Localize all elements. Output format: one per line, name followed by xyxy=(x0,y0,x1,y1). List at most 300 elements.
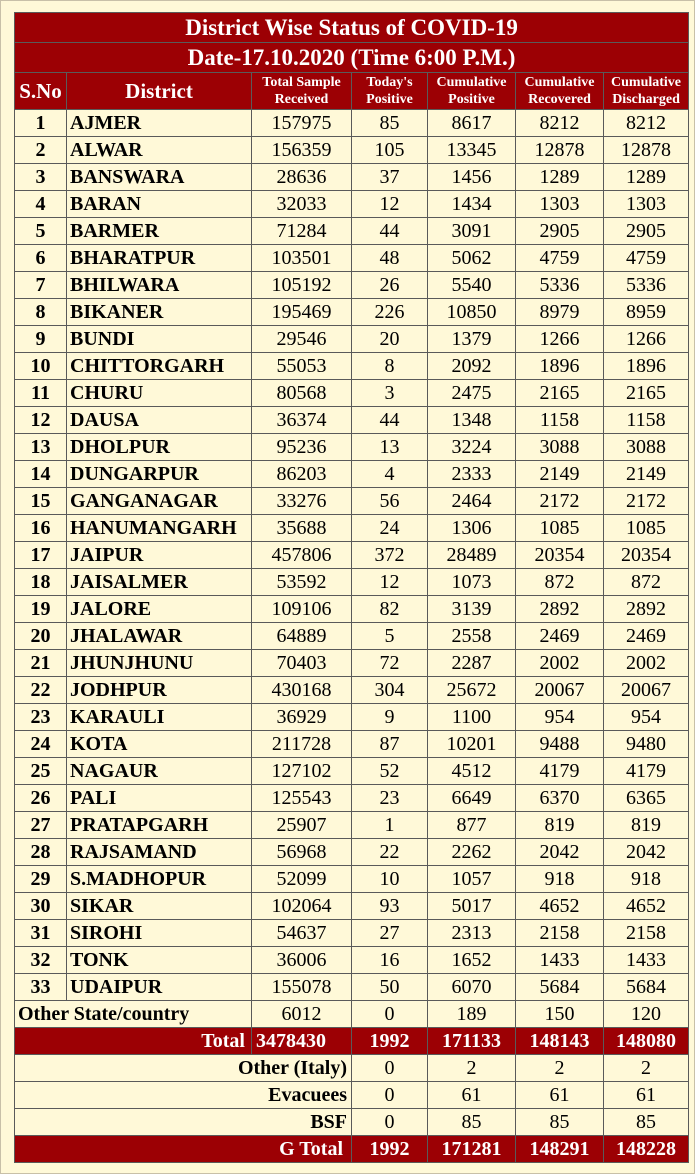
cell-cumulative-discharged: 5684 xyxy=(604,974,689,1001)
other-state-recovered: 150 xyxy=(516,1001,604,1028)
cell-district: BIKANER xyxy=(67,299,252,326)
cell-total-sample: 33276 xyxy=(252,488,352,515)
cell-district: JHALAWAR xyxy=(67,623,252,650)
header-sno: S.No xyxy=(15,73,67,110)
cell-cumulative-recovered: 6370 xyxy=(516,785,604,812)
table-row xyxy=(15,137,689,164)
cell-today-positive: 226 xyxy=(352,299,428,326)
table-row xyxy=(15,893,689,920)
cell-today-positive: 1 xyxy=(352,812,428,839)
cell-today-positive: 48 xyxy=(352,245,428,272)
cell-sno: 19 xyxy=(15,596,67,623)
cell-cumulative-discharged: 4759 xyxy=(604,245,689,272)
extra-recovered: 61 xyxy=(516,1082,604,1109)
cell-today-positive: 93 xyxy=(352,893,428,920)
cell-cumulative-discharged: 2892 xyxy=(604,596,689,623)
cell-today-positive: 85 xyxy=(352,110,428,137)
cell-today-positive: 304 xyxy=(352,677,428,704)
total-positive: 171133 xyxy=(428,1028,516,1055)
cell-total-sample: 28636 xyxy=(252,164,352,191)
cell-cumulative-recovered: 2002 xyxy=(516,650,604,677)
cell-today-positive: 16 xyxy=(352,947,428,974)
cell-sno: 3 xyxy=(15,164,67,191)
cell-district: CHITTORGARH xyxy=(67,353,252,380)
cell-total-sample: 36929 xyxy=(252,704,352,731)
cell-district: SIKAR xyxy=(67,893,252,920)
grand-total-today: 1992 xyxy=(352,1136,428,1163)
cell-cumulative-discharged: 1158 xyxy=(604,407,689,434)
cell-cumulative-discharged: 2042 xyxy=(604,839,689,866)
cell-cumulative-discharged: 1433 xyxy=(604,947,689,974)
header-cum-pos-line2: Positive xyxy=(448,92,495,107)
cell-sno: 22 xyxy=(15,677,67,704)
header-cumulative-positive xyxy=(428,73,516,110)
cell-sno: 32 xyxy=(15,947,67,974)
cell-sno: 16 xyxy=(15,515,67,542)
cell-district: PRATAPGARH xyxy=(67,812,252,839)
cell-today-positive: 9 xyxy=(352,704,428,731)
table-row xyxy=(15,353,689,380)
cell-total-sample: 53592 xyxy=(252,569,352,596)
cell-district: S.MADHOPUR xyxy=(67,866,252,893)
cell-cumulative-discharged: 918 xyxy=(604,866,689,893)
cell-district: HANUMANGARH xyxy=(67,515,252,542)
other-state-today: 0 xyxy=(352,1001,428,1028)
other-state-positive: 189 xyxy=(428,1001,516,1028)
extra-label: Evacuees xyxy=(15,1082,352,1109)
cell-cumulative-recovered: 2042 xyxy=(516,839,604,866)
cell-cumulative-discharged: 20354 xyxy=(604,542,689,569)
table-row xyxy=(15,110,689,137)
cell-sno: 31 xyxy=(15,920,67,947)
cell-cumulative-recovered: 1303 xyxy=(516,191,604,218)
cell-today-positive: 27 xyxy=(352,920,428,947)
cell-cumulative-positive: 1434 xyxy=(428,191,516,218)
header-today-line1: Today's xyxy=(366,75,413,90)
cell-cumulative-positive: 1348 xyxy=(428,407,516,434)
cell-cumulative-recovered: 1289 xyxy=(516,164,604,191)
cell-cumulative-discharged: 9480 xyxy=(604,731,689,758)
total-row xyxy=(15,1028,689,1055)
cell-total-sample: 36374 xyxy=(252,407,352,434)
cell-today-positive: 105 xyxy=(352,137,428,164)
cell-cumulative-recovered: 1158 xyxy=(516,407,604,434)
header-cum-rec-line1: Cumulative xyxy=(524,75,595,90)
cell-cumulative-discharged: 12878 xyxy=(604,137,689,164)
cell-sno: 25 xyxy=(15,758,67,785)
cell-today-positive: 50 xyxy=(352,974,428,1001)
table-row xyxy=(15,164,689,191)
cell-today-positive: 13 xyxy=(352,434,428,461)
table-row xyxy=(15,947,689,974)
table-row xyxy=(15,542,689,569)
cell-total-sample: 86203 xyxy=(252,461,352,488)
cell-today-positive: 22 xyxy=(352,839,428,866)
header-cum-dis-line1: Cumulative xyxy=(611,75,682,90)
total-discharged: 148080 xyxy=(604,1028,689,1055)
cell-cumulative-recovered: 2149 xyxy=(516,461,604,488)
table-row xyxy=(15,596,689,623)
cell-total-sample: 155078 xyxy=(252,974,352,1001)
cell-district: BANSWARA xyxy=(67,164,252,191)
cell-today-positive: 82 xyxy=(352,596,428,623)
table-row xyxy=(15,704,689,731)
cell-cumulative-positive: 8617 xyxy=(428,110,516,137)
cell-cumulative-positive: 10850 xyxy=(428,299,516,326)
cell-district: TONK xyxy=(67,947,252,974)
cell-cumulative-recovered: 2165 xyxy=(516,380,604,407)
cell-total-sample: 32033 xyxy=(252,191,352,218)
cell-today-positive: 23 xyxy=(352,785,428,812)
cell-district: KARAULI xyxy=(67,704,252,731)
cell-cumulative-discharged: 2149 xyxy=(604,461,689,488)
table-row xyxy=(15,731,689,758)
cell-today-positive: 372 xyxy=(352,542,428,569)
cell-total-sample: 156359 xyxy=(252,137,352,164)
cell-cumulative-recovered: 4652 xyxy=(516,893,604,920)
cell-cumulative-recovered: 5336 xyxy=(516,272,604,299)
cell-cumulative-discharged: 6365 xyxy=(604,785,689,812)
cell-cumulative-positive: 1100 xyxy=(428,704,516,731)
total-recovered: 148143 xyxy=(516,1028,604,1055)
table-row xyxy=(15,299,689,326)
table-row xyxy=(15,650,689,677)
cell-cumulative-discharged: 819 xyxy=(604,812,689,839)
extra-label: Other (Italy) xyxy=(15,1055,352,1082)
table-row xyxy=(15,785,689,812)
cell-sno: 11 xyxy=(15,380,67,407)
cell-cumulative-positive: 3091 xyxy=(428,218,516,245)
cell-total-sample: 25907 xyxy=(252,812,352,839)
cell-cumulative-positive: 877 xyxy=(428,812,516,839)
cell-cumulative-recovered: 954 xyxy=(516,704,604,731)
grand-total-positive: 171281 xyxy=(428,1136,516,1163)
cell-cumulative-positive: 28489 xyxy=(428,542,516,569)
header-total-sample-line1: Total Sample xyxy=(262,75,341,90)
cell-total-sample: 36006 xyxy=(252,947,352,974)
cell-cumulative-recovered: 1085 xyxy=(516,515,604,542)
cell-cumulative-positive: 25672 xyxy=(428,677,516,704)
cell-cumulative-positive: 1306 xyxy=(428,515,516,542)
header-total-sample xyxy=(252,73,352,110)
table-row xyxy=(15,218,689,245)
cell-cumulative-recovered: 3088 xyxy=(516,434,604,461)
cell-district: BARMER xyxy=(67,218,252,245)
cell-sno: 10 xyxy=(15,353,67,380)
cell-sno: 30 xyxy=(15,893,67,920)
cell-today-positive: 44 xyxy=(352,407,428,434)
cell-cumulative-discharged: 2158 xyxy=(604,920,689,947)
cell-sno: 21 xyxy=(15,650,67,677)
table-row xyxy=(15,839,689,866)
cell-today-positive: 24 xyxy=(352,515,428,542)
cell-cumulative-positive: 1456 xyxy=(428,164,516,191)
header-cum-rec-line2: Recovered xyxy=(528,92,591,107)
cell-sno: 33 xyxy=(15,974,67,1001)
cell-today-positive: 3 xyxy=(352,380,428,407)
header-cum-dis-line2: Discharged xyxy=(612,92,680,107)
cell-district: SIROHI xyxy=(67,920,252,947)
cell-cumulative-recovered: 4179 xyxy=(516,758,604,785)
cell-cumulative-positive: 3139 xyxy=(428,596,516,623)
cell-district: PALI xyxy=(67,785,252,812)
grand-total-recovered: 148291 xyxy=(516,1136,604,1163)
cell-district: DHOLPUR xyxy=(67,434,252,461)
extra-positive: 61 xyxy=(428,1082,516,1109)
cell-cumulative-positive: 4512 xyxy=(428,758,516,785)
cell-cumulative-positive: 5017 xyxy=(428,893,516,920)
other-state-label: Other State/country xyxy=(15,1001,252,1028)
cell-total-sample: 430168 xyxy=(252,677,352,704)
table-row xyxy=(15,488,689,515)
cell-total-sample: 35688 xyxy=(252,515,352,542)
cell-cumulative-discharged: 8212 xyxy=(604,110,689,137)
cell-total-sample: 211728 xyxy=(252,731,352,758)
cell-today-positive: 20 xyxy=(352,326,428,353)
cell-total-sample: 52099 xyxy=(252,866,352,893)
cell-cumulative-discharged: 20067 xyxy=(604,677,689,704)
cell-cumulative-recovered: 8212 xyxy=(516,110,604,137)
covid-status-table xyxy=(14,12,689,1163)
cell-cumulative-discharged: 872 xyxy=(604,569,689,596)
total-label: Total xyxy=(15,1028,252,1055)
cell-cumulative-recovered: 4759 xyxy=(516,245,604,272)
cell-sno: 5 xyxy=(15,218,67,245)
cell-cumulative-recovered: 918 xyxy=(516,866,604,893)
cell-total-sample: 457806 xyxy=(252,542,352,569)
extra-recovered: 2 xyxy=(516,1055,604,1082)
cell-cumulative-recovered: 872 xyxy=(516,569,604,596)
cell-total-sample: 157975 xyxy=(252,110,352,137)
cell-sno: 6 xyxy=(15,245,67,272)
cell-district: BUNDI xyxy=(67,326,252,353)
cell-district: BHILWARA xyxy=(67,272,252,299)
header-district: District xyxy=(67,73,252,110)
cell-cumulative-positive: 6649 xyxy=(428,785,516,812)
cell-total-sample: 195469 xyxy=(252,299,352,326)
cell-today-positive: 4 xyxy=(352,461,428,488)
cell-sno: 27 xyxy=(15,812,67,839)
cell-cumulative-positive: 3224 xyxy=(428,434,516,461)
cell-cumulative-discharged: 1085 xyxy=(604,515,689,542)
cell-total-sample: 127102 xyxy=(252,758,352,785)
cell-cumulative-positive: 13345 xyxy=(428,137,516,164)
extra-positive: 85 xyxy=(428,1109,516,1136)
cell-cumulative-recovered: 20067 xyxy=(516,677,604,704)
cell-cumulative-positive: 2558 xyxy=(428,623,516,650)
other-state-row xyxy=(15,1001,689,1028)
cell-total-sample: 80568 xyxy=(252,380,352,407)
extra-row-bsf xyxy=(15,1109,689,1136)
cell-sno: 20 xyxy=(15,623,67,650)
table-row xyxy=(15,191,689,218)
cell-cumulative-positive: 1057 xyxy=(428,866,516,893)
grand-total-discharged: 148228 xyxy=(604,1136,689,1163)
table-row xyxy=(15,515,689,542)
header-total-sample-line2: Received xyxy=(274,92,329,107)
cell-cumulative-positive: 10201 xyxy=(428,731,516,758)
cell-total-sample: 71284 xyxy=(252,218,352,245)
header-cum-pos-line1: Cumulative xyxy=(436,75,507,90)
cell-district: BARAN xyxy=(67,191,252,218)
cell-today-positive: 12 xyxy=(352,569,428,596)
cell-sno: 28 xyxy=(15,839,67,866)
table-row xyxy=(15,623,689,650)
cell-total-sample: 64889 xyxy=(252,623,352,650)
cell-cumulative-discharged: 1266 xyxy=(604,326,689,353)
cell-cumulative-positive: 2287 xyxy=(428,650,516,677)
cell-cumulative-positive: 5540 xyxy=(428,272,516,299)
cell-district: KOTA xyxy=(67,731,252,758)
cell-cumulative-discharged: 954 xyxy=(604,704,689,731)
cell-sno: 24 xyxy=(15,731,67,758)
extra-discharged: 85 xyxy=(604,1109,689,1136)
cell-sno: 2 xyxy=(15,137,67,164)
cell-cumulative-positive: 5062 xyxy=(428,245,516,272)
cell-sno: 4 xyxy=(15,191,67,218)
cell-today-positive: 10 xyxy=(352,866,428,893)
header-today-line2: Positive xyxy=(366,92,413,107)
cell-cumulative-discharged: 1289 xyxy=(604,164,689,191)
cell-sno: 17 xyxy=(15,542,67,569)
cell-district: JODHPUR xyxy=(67,677,252,704)
cell-district: AJMER xyxy=(67,110,252,137)
cell-cumulative-recovered: 1896 xyxy=(516,353,604,380)
cell-cumulative-discharged: 2165 xyxy=(604,380,689,407)
cell-cumulative-positive: 2333 xyxy=(428,461,516,488)
cell-district: RAJSAMAND xyxy=(67,839,252,866)
cell-sno: 7 xyxy=(15,272,67,299)
cell-sno: 18 xyxy=(15,569,67,596)
cell-cumulative-discharged: 8959 xyxy=(604,299,689,326)
cell-total-sample: 70403 xyxy=(252,650,352,677)
cell-sno: 26 xyxy=(15,785,67,812)
other-state-discharged: 120 xyxy=(604,1001,689,1028)
cell-district: UDAIPUR xyxy=(67,974,252,1001)
table-row xyxy=(15,272,689,299)
cell-total-sample: 55053 xyxy=(252,353,352,380)
cell-district: JAISALMER xyxy=(67,569,252,596)
extra-today: 0 xyxy=(352,1055,428,1082)
extra-row-italy xyxy=(15,1055,689,1082)
table-row xyxy=(15,812,689,839)
cell-total-sample: 103501 xyxy=(252,245,352,272)
cell-cumulative-recovered: 819 xyxy=(516,812,604,839)
cell-sno: 23 xyxy=(15,704,67,731)
cell-cumulative-discharged: 2002 xyxy=(604,650,689,677)
header-cumulative-discharged xyxy=(604,73,689,110)
cell-today-positive: 72 xyxy=(352,650,428,677)
cell-cumulative-recovered: 12878 xyxy=(516,137,604,164)
extra-recovered: 85 xyxy=(516,1109,604,1136)
cell-today-positive: 8 xyxy=(352,353,428,380)
cell-cumulative-recovered: 8979 xyxy=(516,299,604,326)
extra-row-evacuees xyxy=(15,1082,689,1109)
extra-discharged: 61 xyxy=(604,1082,689,1109)
cell-today-positive: 37 xyxy=(352,164,428,191)
cell-cumulative-discharged: 4179 xyxy=(604,758,689,785)
cell-sno: 1 xyxy=(15,110,67,137)
cell-total-sample: 29546 xyxy=(252,326,352,353)
cell-cumulative-positive: 1379 xyxy=(428,326,516,353)
cell-cumulative-positive: 1073 xyxy=(428,569,516,596)
cell-district: DAUSA xyxy=(67,407,252,434)
cell-sno: 8 xyxy=(15,299,67,326)
table-row xyxy=(15,758,689,785)
cell-cumulative-positive: 2475 xyxy=(428,380,516,407)
grand-total-label: G Total xyxy=(15,1136,352,1163)
cell-total-sample: 54637 xyxy=(252,920,352,947)
header-cumulative-recovered xyxy=(516,73,604,110)
cell-cumulative-positive: 6070 xyxy=(428,974,516,1001)
cell-cumulative-discharged: 3088 xyxy=(604,434,689,461)
table-row xyxy=(15,569,689,596)
table-row xyxy=(15,920,689,947)
cell-cumulative-recovered: 2158 xyxy=(516,920,604,947)
cell-district: NAGAUR xyxy=(67,758,252,785)
table-row xyxy=(15,326,689,353)
table-row xyxy=(15,974,689,1001)
cell-total-sample: 56968 xyxy=(252,839,352,866)
table-row xyxy=(15,461,689,488)
header-row xyxy=(15,73,689,110)
cell-sno: 13 xyxy=(15,434,67,461)
cell-today-positive: 44 xyxy=(352,218,428,245)
table-row xyxy=(15,407,689,434)
table-row xyxy=(15,245,689,272)
cell-district: ALWAR xyxy=(67,137,252,164)
cell-today-positive: 26 xyxy=(352,272,428,299)
cell-sno: 15 xyxy=(15,488,67,515)
extra-positive: 2 xyxy=(428,1055,516,1082)
cell-total-sample: 105192 xyxy=(252,272,352,299)
cell-total-sample: 109106 xyxy=(252,596,352,623)
cell-cumulative-discharged: 1896 xyxy=(604,353,689,380)
extra-label: BSF xyxy=(15,1109,352,1136)
other-state-sample: 6012 xyxy=(252,1001,352,1028)
cell-cumulative-recovered: 5684 xyxy=(516,974,604,1001)
cell-cumulative-discharged: 5336 xyxy=(604,272,689,299)
title-line-1: District Wise Status of COVID-19 xyxy=(15,13,689,43)
cell-cumulative-discharged: 2905 xyxy=(604,218,689,245)
cell-cumulative-recovered: 2892 xyxy=(516,596,604,623)
extra-today: 0 xyxy=(352,1109,428,1136)
cell-total-sample: 95236 xyxy=(252,434,352,461)
cell-cumulative-discharged: 4652 xyxy=(604,893,689,920)
title-line-2: Date-17.10.2020 (Time 6:00 P.M.) xyxy=(15,43,689,73)
cell-cumulative-discharged: 2469 xyxy=(604,623,689,650)
table-row xyxy=(15,380,689,407)
cell-cumulative-recovered: 2172 xyxy=(516,488,604,515)
cell-cumulative-recovered: 20354 xyxy=(516,542,604,569)
cell-district: JALORE xyxy=(67,596,252,623)
cell-cumulative-positive: 1652 xyxy=(428,947,516,974)
cell-sno: 14 xyxy=(15,461,67,488)
cell-cumulative-discharged: 1303 xyxy=(604,191,689,218)
total-today: 1992 xyxy=(352,1028,428,1055)
cell-today-positive: 12 xyxy=(352,191,428,218)
cell-district: DUNGARPUR xyxy=(67,461,252,488)
cell-cumulative-discharged: 2172 xyxy=(604,488,689,515)
cell-total-sample: 125543 xyxy=(252,785,352,812)
cell-cumulative-positive: 2464 xyxy=(428,488,516,515)
cell-cumulative-recovered: 9488 xyxy=(516,731,604,758)
cell-cumulative-recovered: 2469 xyxy=(516,623,604,650)
cell-district: JAIPUR xyxy=(67,542,252,569)
cell-total-sample: 102064 xyxy=(252,893,352,920)
cell-today-positive: 87 xyxy=(352,731,428,758)
cell-today-positive: 52 xyxy=(352,758,428,785)
